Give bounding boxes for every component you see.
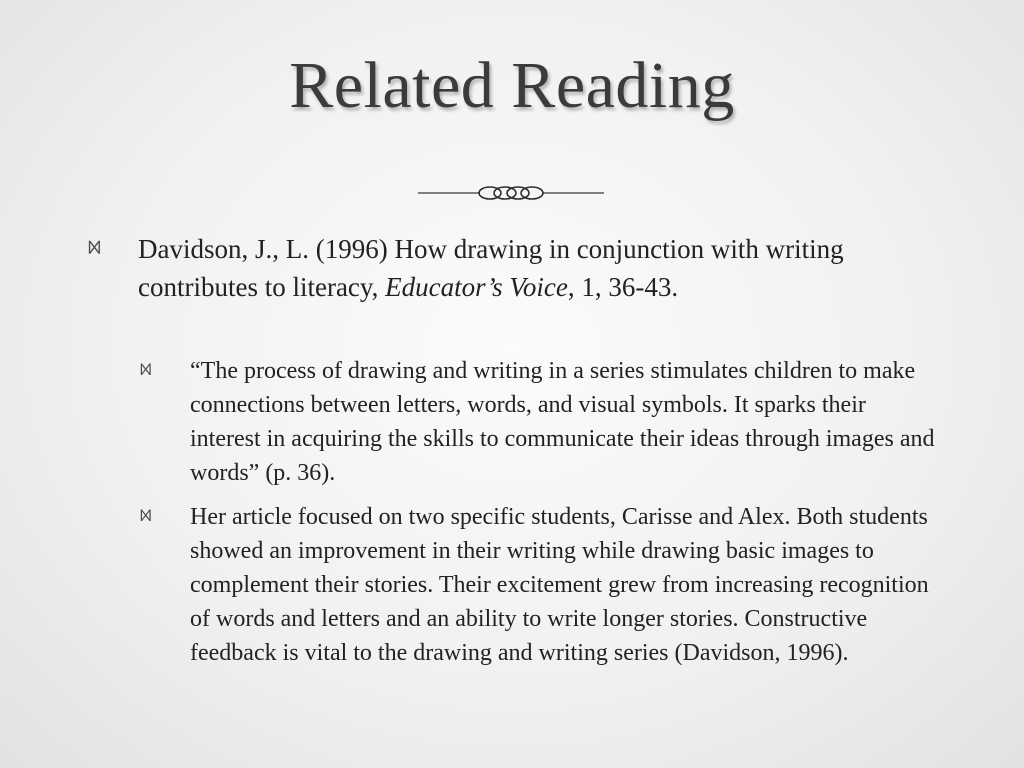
chain-link-bullet-icon: ᢂ bbox=[140, 507, 152, 527]
citation-text bbox=[138, 230, 918, 306]
chain-link-bullet-icon: ᢂ bbox=[88, 238, 101, 260]
quote-text: “The process of drawing and writing in a series stimulates children to make connections between letters, words, and visual symbols. It sparks their interest in acquiring the skills to communicate their ideas through images and words” (p. 36). bbox=[190, 358, 935, 486]
scroll-flourish-icon bbox=[418, 180, 604, 206]
citation-pages: , 1, 36-43. bbox=[567, 272, 679, 302]
citation-journal: Educator’s Voice bbox=[385, 272, 568, 302]
citation-authors-title: Davidson, J., L. (1996) How drawing in conjunction with writing contributes to literacy, bbox=[138, 234, 844, 302]
citation-bullet bbox=[88, 230, 918, 306]
summary-text: Her article focused on two specific students, Carisse and Alex. Both students showed an improvement in their writing while drawing basic images to complement their stories. Their excitement grew from increasing recognition of words and letters and an ability to write longer stories. Constructive feedback is vital to the drawing and writing series (Davidson, 1996). bbox=[190, 504, 929, 666]
slide-title: Related Reading bbox=[289, 49, 735, 122]
quote-bullet bbox=[140, 354, 940, 490]
summary-bullet bbox=[140, 500, 940, 670]
chain-link-bullet-icon: ᢂ bbox=[140, 361, 152, 381]
